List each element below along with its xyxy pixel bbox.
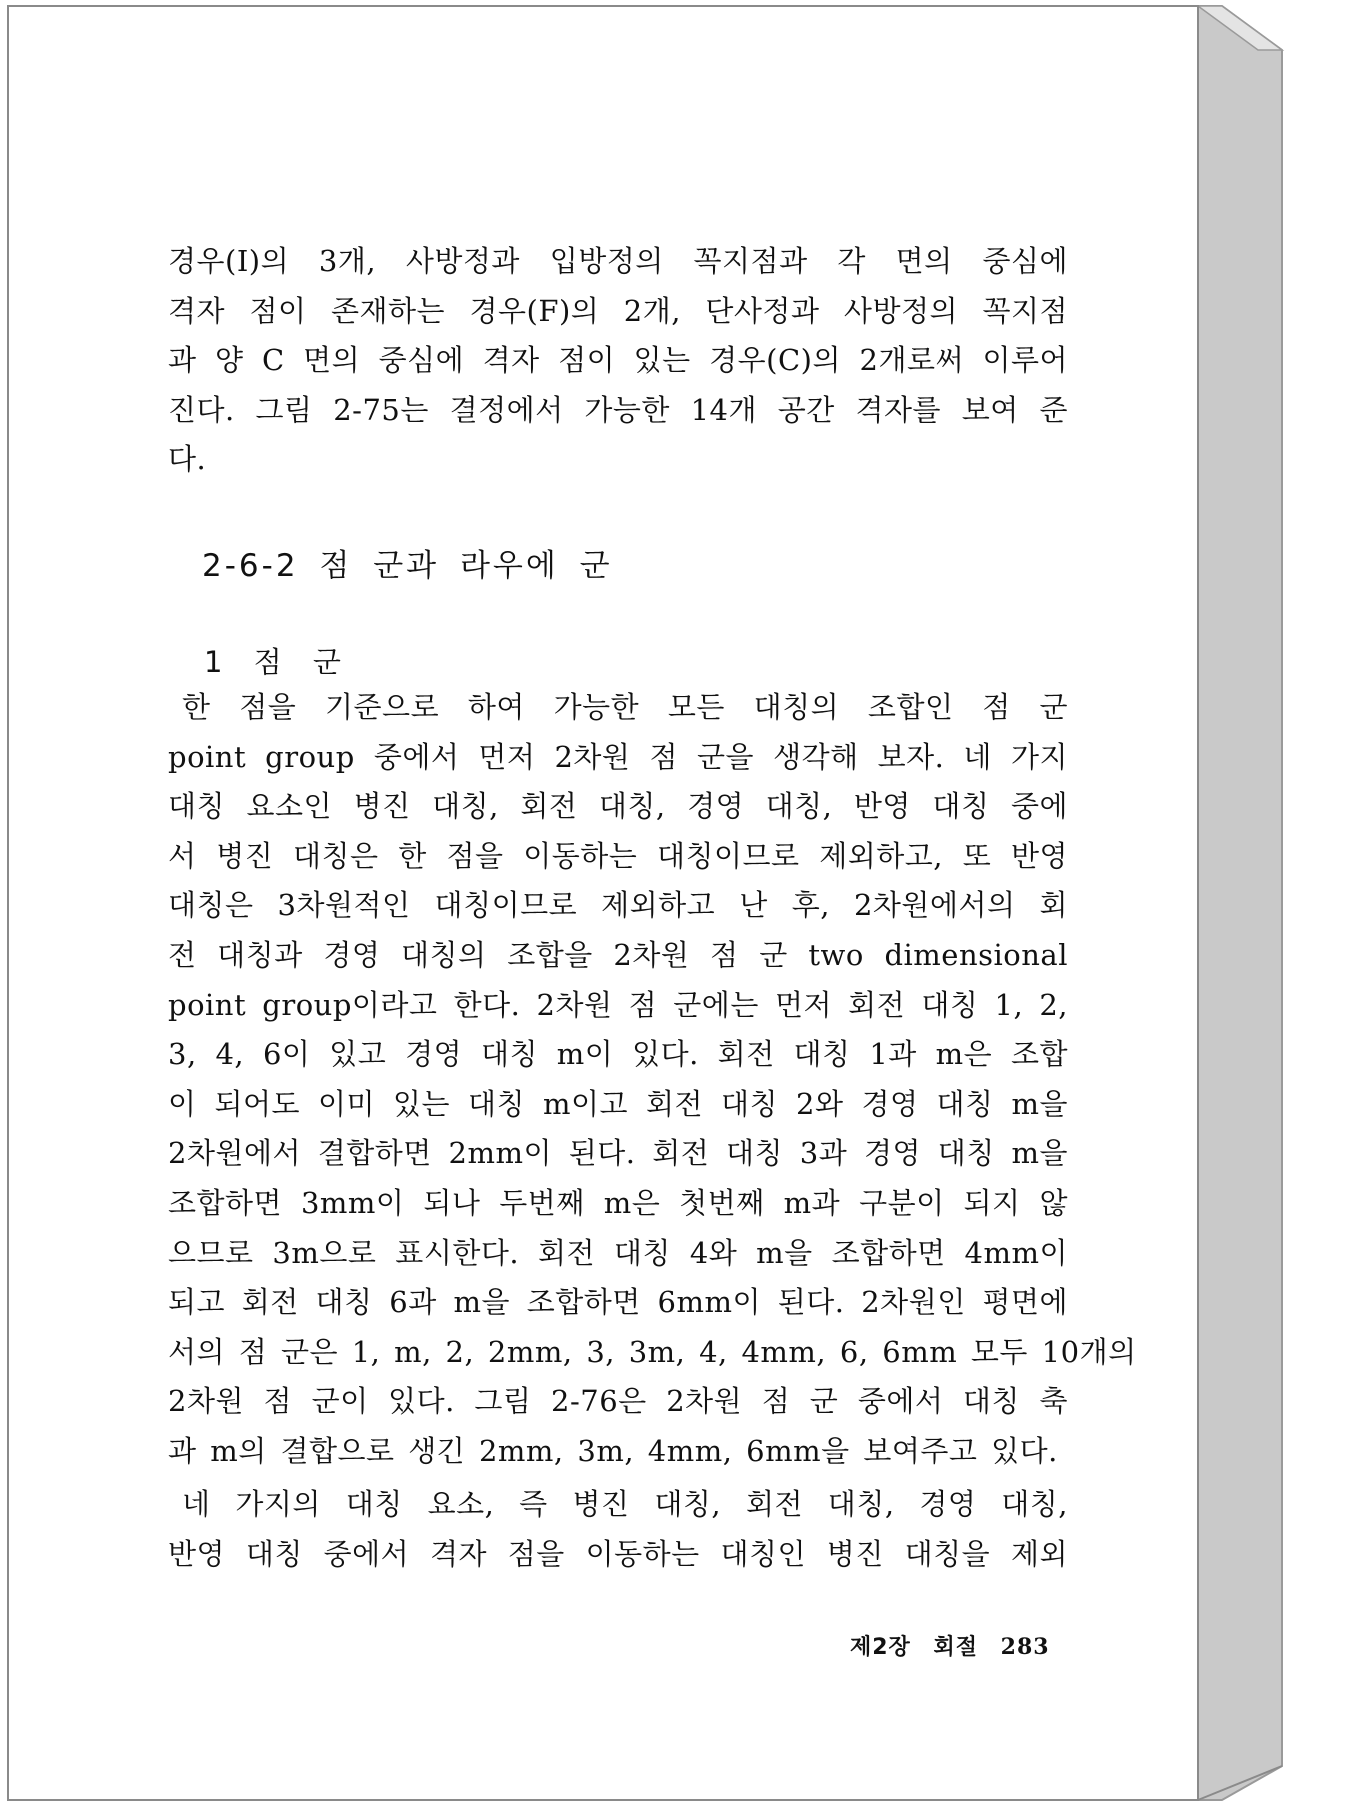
- text-line: 조합하면 3mm이 되나 두번째 m은 첫번째 m과 구분이 되지 않: [168, 1185, 1068, 1220]
- footer-chapter-title: 회절: [933, 1635, 978, 1660]
- book-side-edge: [1198, 6, 1282, 1800]
- text-line: 2차원에서 결합하면 2mm이 된다. 회전 대칭 3과 경영 대칭 m을: [168, 1136, 1068, 1171]
- text-line: point group이라고 한다. 2차원 점 군에는 먼저 회전 대칭 1, 2,: [168, 987, 1068, 1022]
- text-line: 되고 회전 대칭 6과 m을 조합하면 6mm이 된다. 2차원인 평면에: [168, 1285, 1068, 1320]
- text-line: 2차원 점 군이 있다. 그림 2-76은 2차원 점 군 중에서 대칭 축: [168, 1384, 1068, 1419]
- text-line: 격자 점이 존재하는 경우(F)의 2개, 단사정과 사방정의 꼭지점: [168, 293, 1068, 328]
- text-line: 3, 4, 6이 있고 경영 대칭 m이 있다. 회전 대칭 1과 m은 조합: [168, 1037, 1068, 1072]
- text-line: 서 병진 대칭은 한 점을 이동하는 대칭이므로 제외하고, 또 반영: [168, 838, 1068, 873]
- footer-chapter: 제2장: [850, 1635, 911, 1660]
- text-line: point group 중에서 먼저 2차원 점 군을 생각해 보자. 네 가지: [168, 739, 1068, 774]
- paragraph-1: [168, 237, 1068, 485]
- text-line: 한 점을 기준으로 하여 가능한 모든 대칭의 조합인 점 군: [182, 690, 1068, 724]
- text-line: 진다. 그림 2-75는 결정에서 가능한 14개 공간 격자를 보여 준: [168, 392, 1068, 427]
- text-line: 서의 점 군은 1, m, 2, 2mm, 3, 3m, 4, 4mm, 6, 6mm 모두 10개의: [168, 1334, 1137, 1369]
- page-number: 283: [1000, 1634, 1050, 1660]
- text-line: 네 가지의 대칭 요소, 즉 병진 대칭, 회전 대칭, 경영 대칭,: [182, 1487, 1068, 1521]
- paragraph-3: [168, 1480, 1068, 1579]
- text-line: 이 되어도 이미 있는 대칭 m이고 회전 대칭 2와 경영 대칭 m을: [168, 1086, 1068, 1121]
- text-line: 반영 대칭 중에서 격자 점을 이동하는 대칭인 병진 대칭을 제외: [168, 1536, 1068, 1571]
- text-line: 경우(I)의 3개, 사방정과 입방정의 꼭지점과 각 면의 중심에: [168, 244, 1068, 278]
- section-title: 2-6-2 점 군과 라우에 군: [202, 548, 613, 584]
- subsection-title: 1 점 군: [204, 645, 347, 679]
- text-line: 과 양 C 면의 중심에 격자 점이 있는 경우(C)의 2개로써 이루어: [168, 343, 1068, 378]
- text-line: 대칭은 3차원적인 대칭이므로 제외하고 난 후, 2차원에서의 회: [168, 888, 1069, 923]
- paragraph-2: [168, 683, 1137, 1477]
- text-line: 전 대칭과 경영 대칭의 조합을 2차원 점 군 two dimensional: [168, 937, 1068, 972]
- text-line: 다.: [168, 442, 207, 477]
- text-line: 대칭 요소인 병진 대칭, 회전 대칭, 경영 대칭, 반영 대칭 중에: [168, 789, 1068, 824]
- text-line: 과 m의 결합으로 생긴 2mm, 3m, 4mm, 6mm을 보여주고 있다.: [168, 1433, 1058, 1468]
- text-line: 으므로 3m으로 표시한다. 회전 대칭 4와 m을 조합하면 4mm이: [168, 1235, 1068, 1270]
- page-footer: [850, 1630, 1050, 1661]
